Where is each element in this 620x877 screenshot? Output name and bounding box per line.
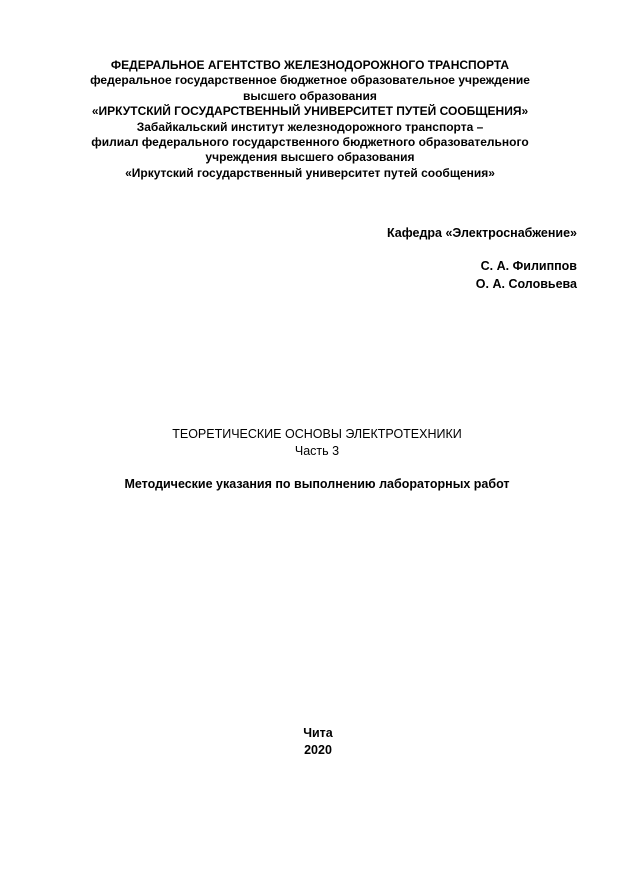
author-name: С. А. Филиппов <box>480 259 577 273</box>
header-line: высшего образования <box>243 88 377 103</box>
header-line: «ИРКУТСКИЙ ГОСУДАРСТВЕННЫЙ УНИВЕРСИТЕТ ПУТЕЙ СООБЩЕНИЯ» <box>91 104 529 119</box>
department-name: Кафедра «Электроснабжение» <box>387 226 577 240</box>
document-title: ТЕОРЕТИЧЕСКИЕ ОСНОВЫ ЭЛЕКТРОТЕХНИКИ <box>172 427 462 441</box>
header-line: ФЕДЕРАЛЬНОЕ АГЕНТСТВО ЖЕЛЕЗНОДОРОЖНОГО ТРАНСПОРТА <box>110 58 510 72</box>
header-line: федеральное государственное бюджетное образовательное учреждение <box>90 73 530 88</box>
publication-city: Чита <box>303 726 333 740</box>
document-subtitle: Методические указания по выполнению лабораторных работ <box>124 477 510 491</box>
header-line: «Иркутский государственный университет путей сообщения» <box>125 165 495 180</box>
header-line: Забайкальский институт железнодорожного транспорта – <box>136 119 484 134</box>
document-part: Часть 3 <box>294 444 340 458</box>
header-line: учреждения высшего образования <box>205 150 415 165</box>
institution-header <box>0 58 620 181</box>
author-name: О. А. Соловьева <box>475 277 577 291</box>
publication-year: 2020 <box>304 743 332 757</box>
header-line: филиал федерального государственного бюджетного образовательного <box>91 135 529 150</box>
